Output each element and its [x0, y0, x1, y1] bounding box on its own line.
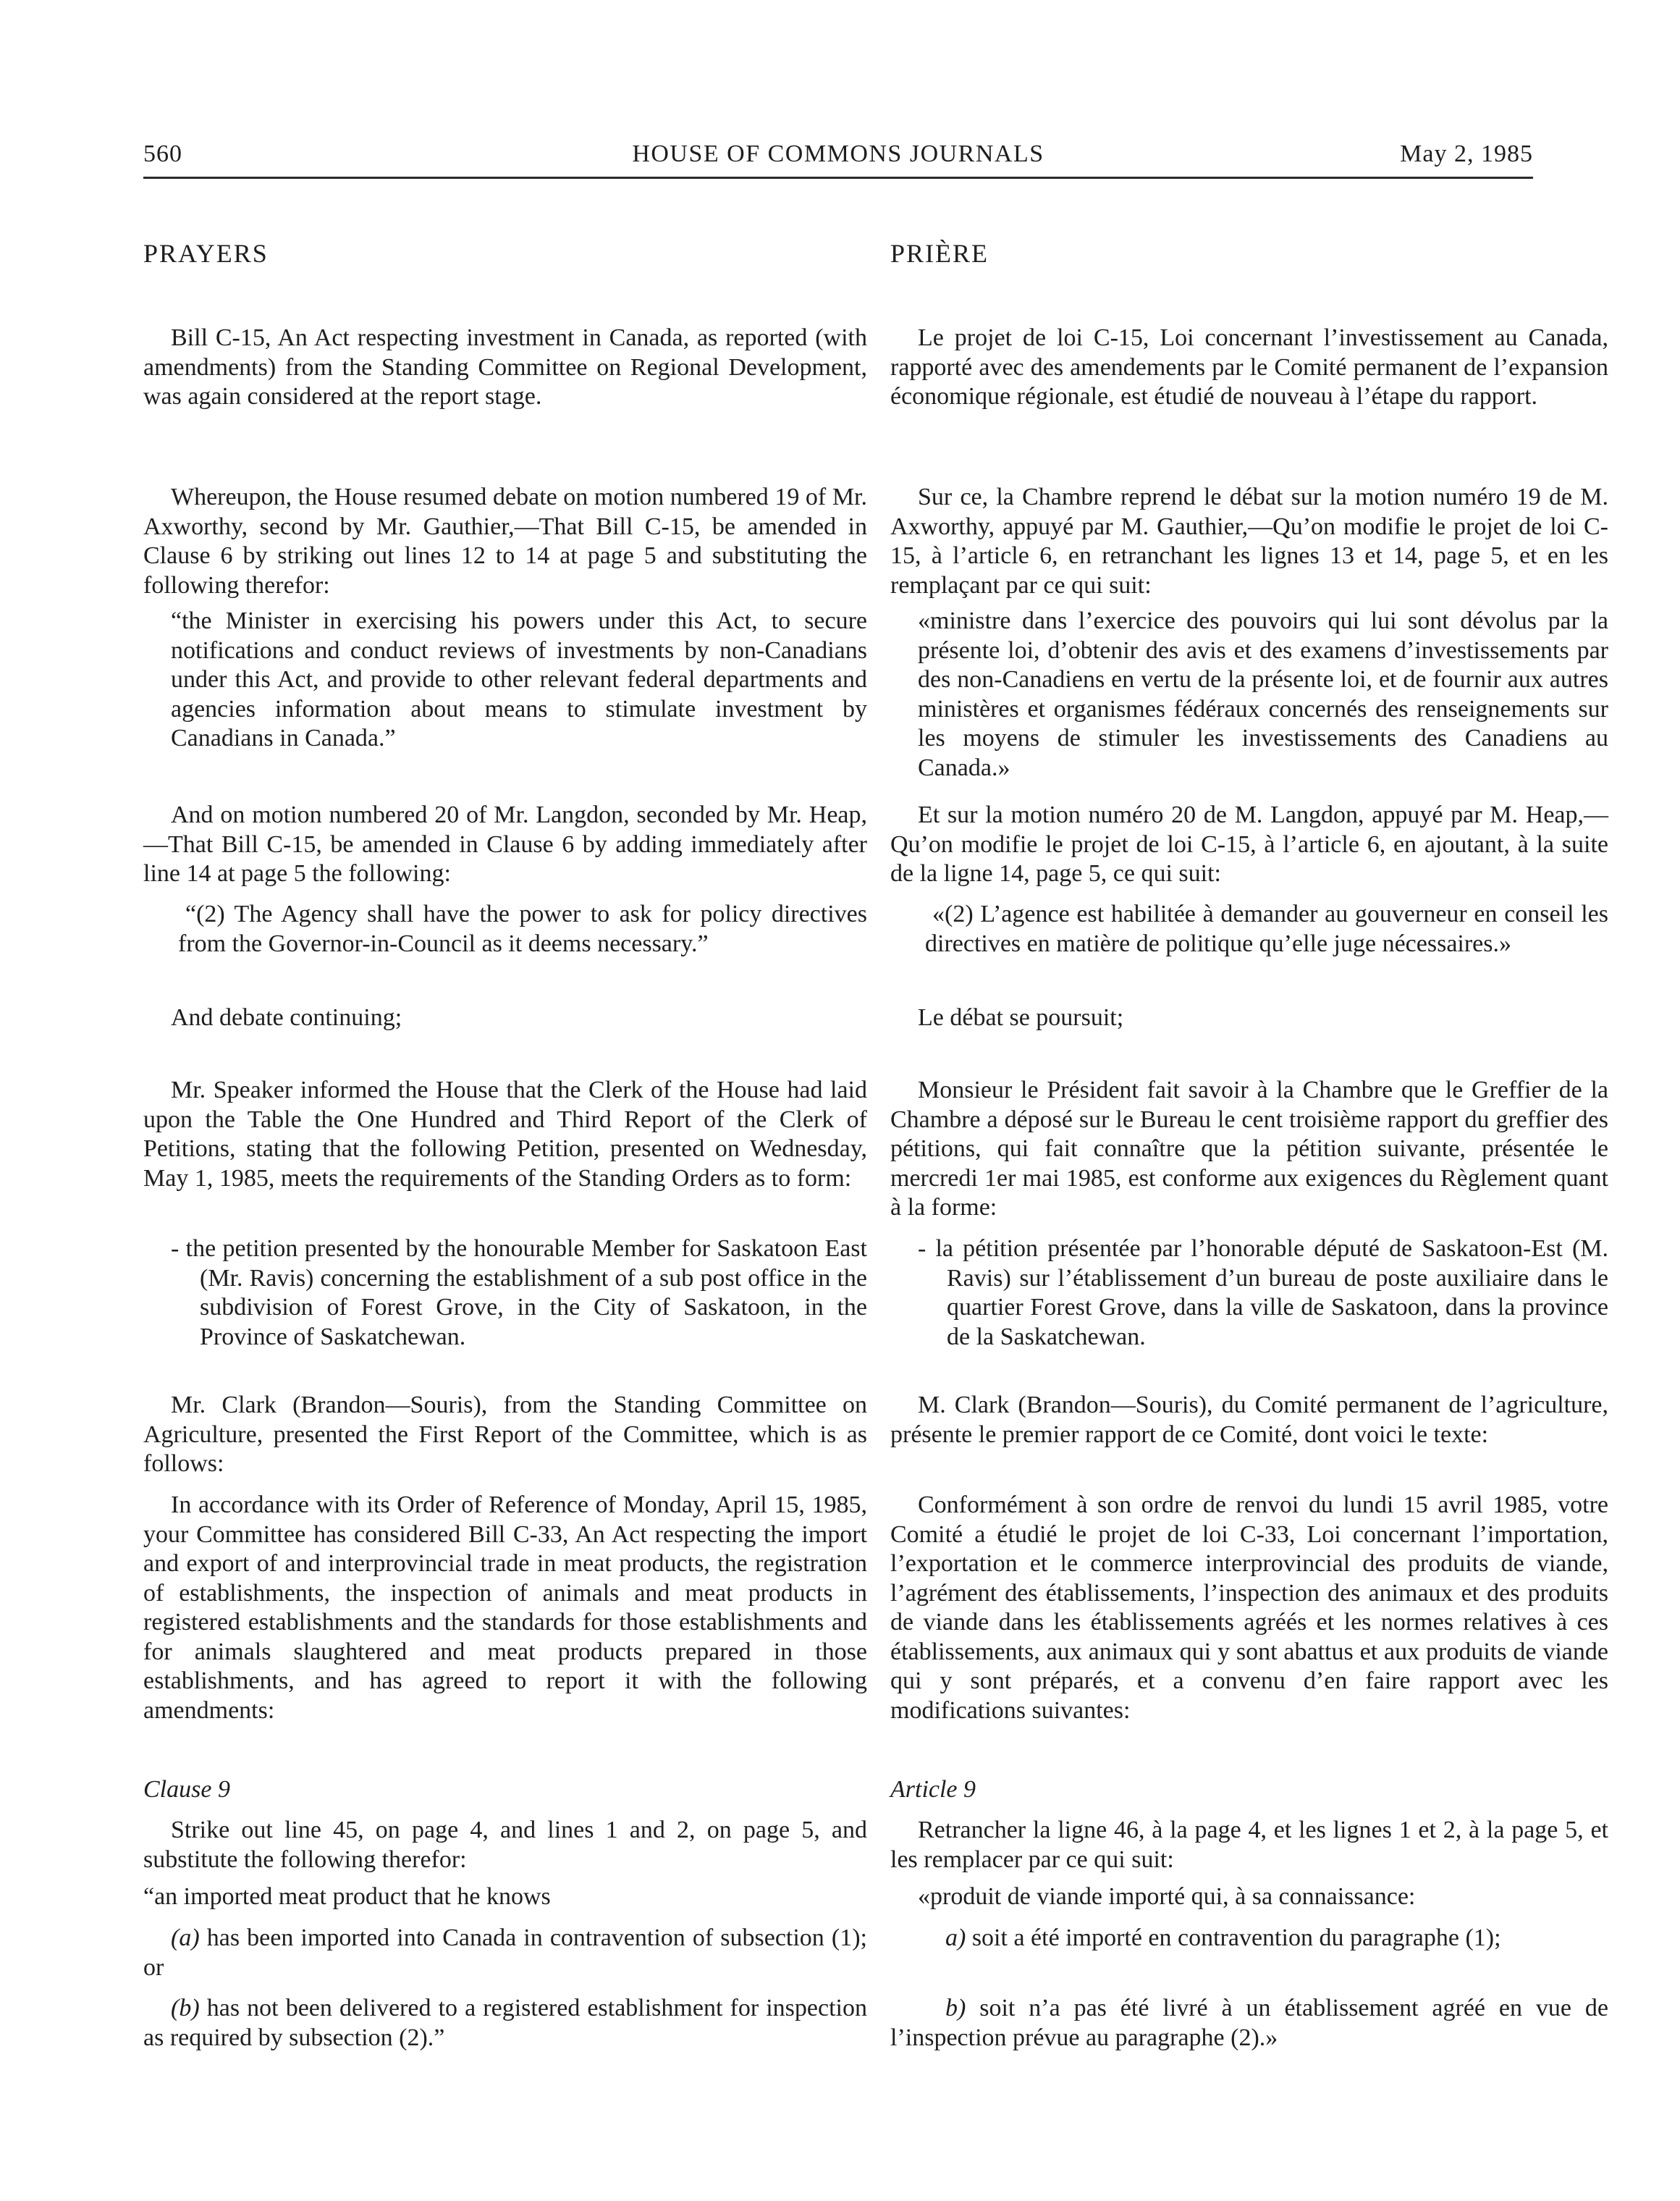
debate-continuing: And debate continuing; — [171, 1004, 402, 1031]
order-of-reference-paragraph: In accordance with its Order of Reference of Monday, April 15, 1985, your Committee has considered Bill C-33, An Act respecting the import and export of and interprovincial trade in meat products, the registration of establishments, the inspection of animals and meat products in registered establishments and the standards for those establishments and for animals slaughtered and meat products prepared in those establishments, and has agreed to report it with the following amendments: — [143, 1491, 867, 1724]
motion20-paragraph: And on motion numbered 20 of Mr. Langdon, seconded by Mr. Heap,—That Bill C-15, be amended in Clause 6 by adding immediately after line 14 at page 5 the following: — [143, 801, 867, 887]
clark-report-paragraph: Mr. Clark (Brandon—Souris), from the Standing Committee on Agriculture, presented the First Report of the Committee, which is as follows: — [143, 1392, 867, 1477]
item-a-fr — [890, 1924, 1608, 1953]
item-a-letter: (a) — [171, 1924, 200, 1951]
item-b — [143, 1994, 867, 2053]
motion19-paragraph: Whereupon, the House resumed debate on motion numbered 19 of Mr. Axworthy, second by Mr. Gauthier,—That Bill C-15, be amended in Clause 6 by striking out lines 12 to 14 at page 5 and substituting the following therefor: — [143, 484, 867, 599]
prayers-heading: PRAYERS — [143, 239, 269, 268]
debate-continuing-fr: Le débat se poursuit; — [918, 1004, 1124, 1031]
item-a-text: has been imported into Canada in contravention of subsection (1); or — [143, 1924, 867, 1981]
speaker-petitions-paragraph-fr: Monsieur le Président fait savoir à la Chambre que le Greffier de la Chambre a déposé sur le Bureau le cent troisième rapport du greffier des pétitions, qui fait connaître que la pétition suivante, présentée le mercredi 1er mai 1985, est conforme aux exigences du Règlement quant à la forme: — [890, 1077, 1608, 1221]
bill-c15-paragraph-fr: Le projet de loi C-15, Loi concernant l’investissement au Canada, rapporté avec des amendements par le Comité permanent de l’expansion économique régionale, est étudié de nouveau à l’étape du rapport. — [890, 324, 1608, 410]
item-a — [143, 1924, 867, 1982]
bill-c15-paragraph: Bill C-15, An Act respecting investment in Canada, as reported (with amendments) from the Standing Committee on Regional Development, was again considered at the report stage. — [143, 324, 867, 410]
clause-heading: Clause 9 — [143, 1776, 230, 1803]
motion19-quote-fr: «ministre dans l’exercice des pouvoirs qui lui sont dévolus par la présente loi, d’obtenir des avis et des examens d’investissements par des non-Canadiens en vertu de la présente loi, et de fournir aux autres ministères et organismes fédéraux concernés des renseignements sur les moyens de stimuler les investissements des Canadiens au Canada.» — [918, 607, 1608, 781]
motion19-paragraph-fr: Sur ce, la Chambre reprend le débat sur la motion numéro 19 de M. Axworthy, appuyé par M. Gauthier,—Qu’on modifie le projet de loi C-15, à l’article 6, en retranchant les lignes 13 et 14, page 5, et en les remplaçant par ce qui suit: — [890, 484, 1608, 599]
journal-date: May 2, 1985 — [1400, 140, 1533, 167]
motion19-quote: “the Minister in exercising his powers under this Act, to secure notifications and conduct reviews of investments by non-Canadians under this Act, and provide to other relevant federal departments and agencies information about means to stimulate investment by Canadians in Canada.” — [171, 607, 867, 752]
item-b-text-fr: soit n’a pas été livré à un établissement agréé en vue de l’inspection prévue au paragraphe (2).» — [890, 1995, 1608, 2051]
page-number: 560 — [143, 140, 182, 167]
substitute-intro-fr: «produit de viande importé qui, à sa connaissance: — [918, 1883, 1416, 1910]
article-heading: Article 9 — [890, 1776, 976, 1803]
motion20-paragraph-fr: Et sur la motion numéro 20 de M. Langdon, appuyé par M. Heap,—Qu’on modifie le projet de loi C-15, à l’article 6, en ajoutant, à la suite de la ligne 14, page 5, ce qui suit: — [890, 801, 1608, 887]
priere-heading: PRIÈRE — [890, 239, 989, 268]
petition-list-item: - the petition presented by the honourable Member for Saskatoon East (Mr. Ravis) concerning the establishment of a sub post office in the subdivision of Forest Grove, in the City of Saskatoon, in the Province of Saskatchewan. — [171, 1235, 867, 1350]
item-b-letter: (b) — [171, 1995, 200, 2021]
clark-report-paragraph-fr: M. Clark (Brandon—Souris), du Comité permanent de l’agriculture, présente le premier rapport de ce Comité, dont voici le texte: — [890, 1392, 1608, 1448]
substitute-intro: “an imported meat product that he knows — [143, 1883, 551, 1910]
journal-title: HOUSE OF COMMONS JOURNALS — [632, 140, 1044, 167]
item-a-letter-fr: a) — [945, 1924, 966, 1951]
item-b-fr — [890, 1994, 1608, 2053]
motion20-quote: “(2) The Agency shall have the power to ask for policy directives from the Governor-in-Council as it deems necessary.” — [178, 901, 867, 957]
item-b-letter-fr: b) — [945, 1995, 966, 2021]
running-header — [143, 136, 1533, 179]
strike-out-paragraph-fr: Retrancher la ligne 46, à la page 4, et les lignes 1 et 2, à la page 5, et les remplacer par ce qui suit: — [890, 1817, 1608, 1873]
strike-out-paragraph: Strike out line 45, on page 4, and lines 1 and 2, on page 5, and substitute the following therefor: — [143, 1817, 867, 1873]
speaker-petitions-paragraph: Mr. Speaker informed the House that the Clerk of the House had laid upon the Table the One Hundred and Third Report of the Clerk of Petitions, stating that the following Petition, presented on Wednesday, May 1, 1985, meets the requirements of the Standing Orders as to form: — [143, 1077, 867, 1192]
item-b-text: has not been delivered to a registered establishment for inspection as required by subsection (2).” — [143, 1995, 867, 2051]
petition-list-item-fr: - la pétition présentée par l’honorable député de Saskatoon-Est (M. Ravis) sur l’établissement d’un bureau de poste auxiliaire dans le quartier Forest Grove, dans la ville de Saskatoon, dans la province de la Saskatchewan. — [918, 1235, 1608, 1350]
item-a-text-fr: soit a été importé en contravention du paragraphe (1); — [966, 1924, 1501, 1951]
motion20-quote-fr: «(2) L’agence est habilitée à demander au gouverneur en conseil les directives en matière de politique qu’elle juge nécessaires.» — [925, 901, 1608, 957]
order-of-reference-paragraph-fr: Conformément à son ordre de renvoi du lundi 15 avril 1985, votre Comité a étudié le projet de loi C-33, Loi concernant l’importation, l’exportation et le commerce interprovincial des produits de viande, l’agrément des établissements, l’inspection des animaux et des produits de viande dans les établissements agréés et les normes relatives à ces établissements, aux animaux qui y sont abattus et aux produits de viande qui y sont préparés, et a convenu d’en faire rapport avec les modifications suivantes: — [890, 1491, 1608, 1724]
